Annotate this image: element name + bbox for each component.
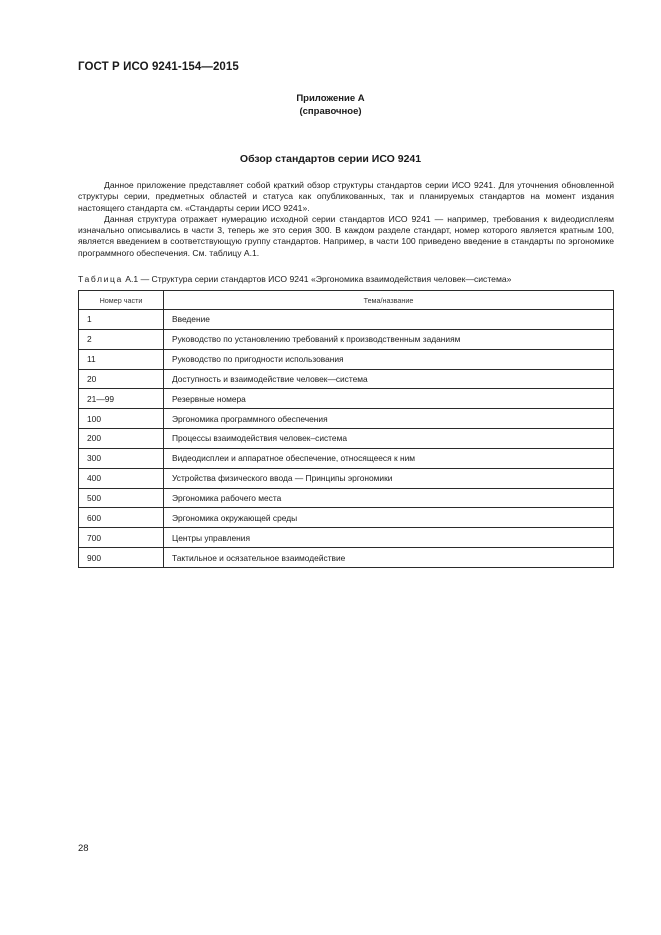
cell-topic: Руководство по установлению требований к производственным заданиям xyxy=(164,329,614,349)
table-body xyxy=(79,310,614,568)
cell-part-number: 500 xyxy=(79,488,164,508)
table-row xyxy=(79,389,614,409)
standards-structure-table xyxy=(78,290,614,568)
cell-part-number: 400 xyxy=(79,468,164,488)
cell-part-number: 300 xyxy=(79,448,164,468)
cell-part-number: 21—99 xyxy=(79,389,164,409)
cell-part-number: 100 xyxy=(79,409,164,429)
table-row xyxy=(79,310,614,330)
cell-topic: Процессы взаимодействия человек–система xyxy=(164,429,614,449)
cell-topic: Видеодисплеи и аппаратное обеспечение, относящееся к ним xyxy=(164,448,614,468)
cell-topic: Руководство по пригодности использования xyxy=(164,349,614,369)
cell-topic: Центры управления xyxy=(164,528,614,548)
table-header-row xyxy=(79,291,614,310)
table-row xyxy=(79,548,614,568)
table-row xyxy=(79,369,614,389)
section-title: Обзор стандартов серии ИСО 9241 xyxy=(239,153,422,165)
page-number: 28 xyxy=(78,843,89,854)
cell-topic: Эргономика окружающей среды xyxy=(164,508,614,528)
column-header-part-number: Номер части xyxy=(79,291,164,310)
annex-heading xyxy=(0,92,661,118)
table-row xyxy=(79,349,614,369)
standard-designation: ГОСТ Р ИСО 9241-154—2015 xyxy=(78,61,239,73)
table-row xyxy=(79,329,614,349)
table-caption-text: А.1 — Структура серии стандартов ИСО 9241 «Эргономика взаимодействия человек—система» xyxy=(122,274,512,284)
table-row xyxy=(79,429,614,449)
cell-topic: Эргономика рабочего места xyxy=(164,488,614,508)
body-text xyxy=(78,180,614,259)
cell-part-number: 20 xyxy=(79,369,164,389)
column-header-topic: Тема/название xyxy=(164,291,614,310)
table-row xyxy=(79,488,614,508)
annex-title: Приложение А xyxy=(296,93,365,104)
table-row xyxy=(79,409,614,429)
cell-topic: Введение xyxy=(164,310,614,330)
table-caption-label: Таблица xyxy=(78,274,123,284)
table-row xyxy=(79,448,614,468)
cell-part-number: 900 xyxy=(79,548,164,568)
cell-part-number: 600 xyxy=(79,508,164,528)
cell-part-number: 700 xyxy=(79,528,164,548)
table-row xyxy=(79,468,614,488)
cell-part-number: 200 xyxy=(79,429,164,449)
cell-topic: Устройства физического ввода — Принципы эргономики xyxy=(164,468,614,488)
cell-topic: Резервные номера xyxy=(164,389,614,409)
cell-part-number: 2 xyxy=(79,329,164,349)
annex-subtitle: (справочное) xyxy=(299,106,362,117)
cell-topic: Эргономика программного обеспечения xyxy=(164,409,614,429)
cell-topic: Доступность и взаимодействие человек—система xyxy=(164,369,614,389)
cell-topic: Тактильное и осязательное взаимодействие xyxy=(164,548,614,568)
table-caption xyxy=(78,274,618,284)
table-row xyxy=(79,528,614,548)
cell-part-number: 1 xyxy=(79,310,164,330)
table-row xyxy=(79,508,614,528)
paragraph: Данное приложение представляет собой краткий обзор структуры стандартов серии ИСО 9241. Для уточнения обновленной структуры серии, предметных областей и статуса как опубликованных, так и планируемых стандартов на момент издания настоящего стандарта см. «Стандарты серии ИСО 9241». xyxy=(78,180,614,213)
paragraph: Данная структура отражает нумерацию исходной серии стандартов ИСО 9241 — например, требования к видеодисплеям изначально описывались в части 3, теперь же это серия 300. В каждом разделе стандарт, номер которого является кратным 100, является введением в соответствующую группу стандартов. Например, в части 100 приведено введение в стандарты по эргономике программного обеспечения. См. таблицу А.1. xyxy=(78,213,614,258)
cell-part-number: 11 xyxy=(79,349,164,369)
